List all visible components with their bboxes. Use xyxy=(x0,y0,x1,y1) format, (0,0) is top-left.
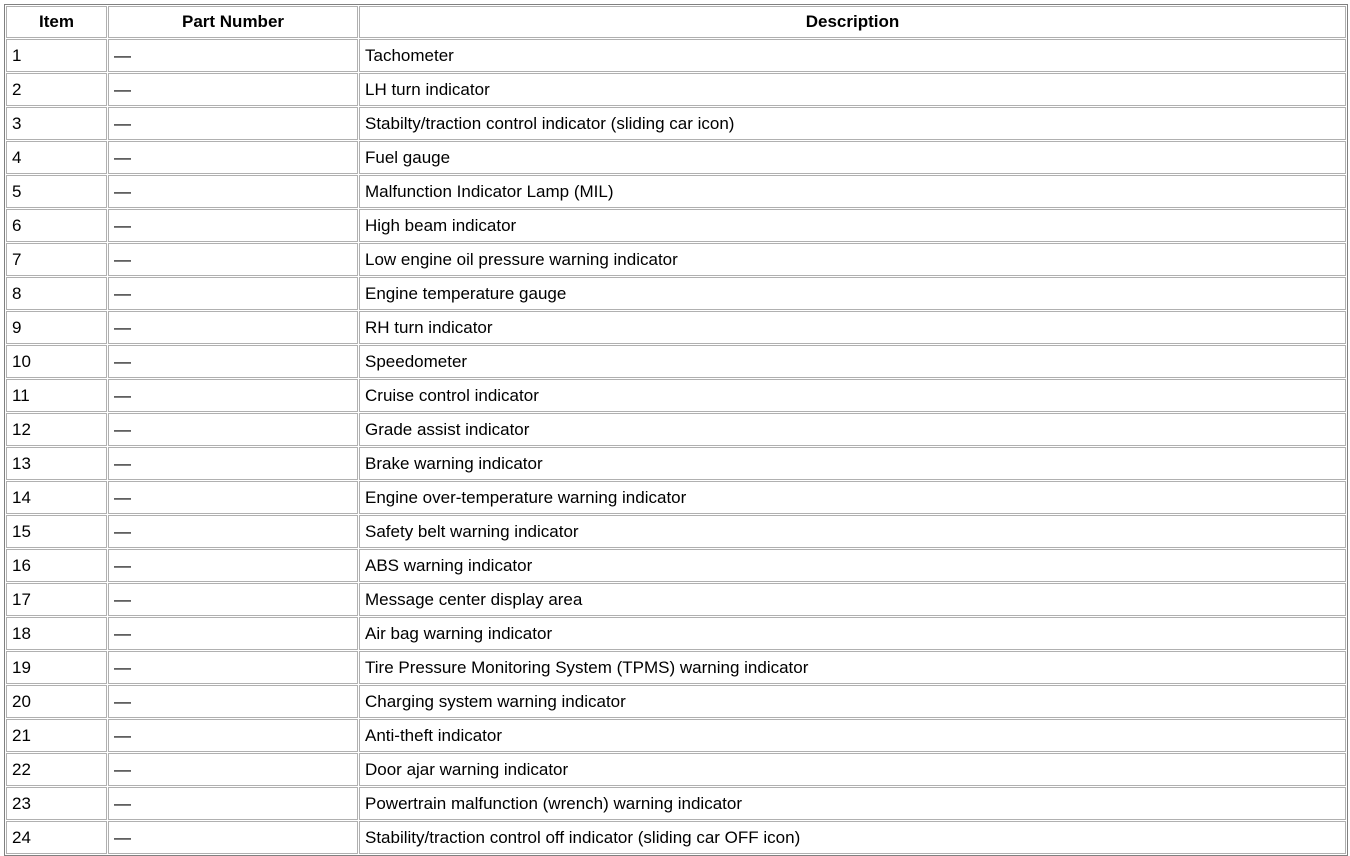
table-row xyxy=(6,821,1346,854)
description-cell: Stability/traction control off indicator (sliding car OFF icon) xyxy=(359,821,1346,854)
table-row xyxy=(6,209,1346,242)
part-number-cell: — xyxy=(108,141,358,174)
description-cell: Safety belt warning indicator xyxy=(359,515,1346,548)
description-cell: Tachometer xyxy=(359,39,1346,72)
item-cell: 17 xyxy=(6,583,107,616)
description-cell: Cruise control indicator xyxy=(359,379,1346,412)
item-cell: 20 xyxy=(6,685,107,718)
item-cell: 19 xyxy=(6,651,107,684)
description-cell: Anti-theft indicator xyxy=(359,719,1346,752)
part-number-cell: — xyxy=(108,413,358,446)
item-cell: 8 xyxy=(6,277,107,310)
part-number-cell: — xyxy=(108,719,358,752)
description-cell: Tire Pressure Monitoring System (TPMS) warning indicator xyxy=(359,651,1346,684)
description-cell: Stabilty/traction control indicator (sliding car icon) xyxy=(359,107,1346,140)
header-description: Description xyxy=(359,6,1346,38)
item-cell: 3 xyxy=(6,107,107,140)
part-number-cell: — xyxy=(108,311,358,344)
part-number-cell: — xyxy=(108,447,358,480)
description-cell: Fuel gauge xyxy=(359,141,1346,174)
part-number-cell: — xyxy=(108,175,358,208)
description-cell: Speedometer xyxy=(359,345,1346,378)
part-number-cell: — xyxy=(108,821,358,854)
part-number-cell: — xyxy=(108,753,358,786)
description-cell: RH turn indicator xyxy=(359,311,1346,344)
table-row xyxy=(6,277,1346,310)
table-row xyxy=(6,141,1346,174)
part-number-cell: — xyxy=(108,617,358,650)
description-cell: Engine temperature gauge xyxy=(359,277,1346,310)
item-cell: 24 xyxy=(6,821,107,854)
description-cell: Grade assist indicator xyxy=(359,413,1346,446)
parts-table xyxy=(4,4,1348,856)
item-cell: 13 xyxy=(6,447,107,480)
item-cell: 18 xyxy=(6,617,107,650)
part-number-cell: — xyxy=(108,209,358,242)
table-row xyxy=(6,719,1346,752)
item-cell: 14 xyxy=(6,481,107,514)
header-item: Item xyxy=(6,6,107,38)
part-number-cell: — xyxy=(108,685,358,718)
part-number-cell: — xyxy=(108,515,358,548)
table-row xyxy=(6,617,1346,650)
item-cell: 21 xyxy=(6,719,107,752)
table-row xyxy=(6,685,1346,718)
description-cell: Door ajar warning indicator xyxy=(359,753,1346,786)
item-cell: 5 xyxy=(6,175,107,208)
description-cell: Brake warning indicator xyxy=(359,447,1346,480)
description-cell: Charging system warning indicator xyxy=(359,685,1346,718)
header-row xyxy=(6,6,1346,38)
item-cell: 23 xyxy=(6,787,107,820)
description-cell: Air bag warning indicator xyxy=(359,617,1346,650)
description-cell: LH turn indicator xyxy=(359,73,1346,106)
item-cell: 9 xyxy=(6,311,107,344)
item-cell: 22 xyxy=(6,753,107,786)
part-number-cell: — xyxy=(108,651,358,684)
item-cell: 10 xyxy=(6,345,107,378)
part-number-cell: — xyxy=(108,73,358,106)
table-row xyxy=(6,73,1346,106)
part-number-cell: — xyxy=(108,379,358,412)
item-cell: 2 xyxy=(6,73,107,106)
part-number-cell: — xyxy=(108,107,358,140)
table-row xyxy=(6,651,1346,684)
part-number-cell: — xyxy=(108,39,358,72)
table-header xyxy=(6,6,1346,38)
part-number-cell: — xyxy=(108,583,358,616)
part-number-cell: — xyxy=(108,277,358,310)
table-row xyxy=(6,515,1346,548)
table-row xyxy=(6,107,1346,140)
description-cell: Message center display area xyxy=(359,583,1346,616)
table-row xyxy=(6,481,1346,514)
table-row xyxy=(6,583,1346,616)
item-cell: 12 xyxy=(6,413,107,446)
table-row xyxy=(6,753,1346,786)
description-cell: ABS warning indicator xyxy=(359,549,1346,582)
table-row xyxy=(6,787,1346,820)
table-row xyxy=(6,243,1346,276)
item-cell: 4 xyxy=(6,141,107,174)
table-row xyxy=(6,413,1346,446)
part-number-cell: — xyxy=(108,481,358,514)
table-row xyxy=(6,345,1346,378)
part-number-cell: — xyxy=(108,243,358,276)
description-cell: Malfunction Indicator Lamp (MIL) xyxy=(359,175,1346,208)
table-row xyxy=(6,39,1346,72)
description-cell: High beam indicator xyxy=(359,209,1346,242)
description-cell: Powertrain malfunction (wrench) warning indicator xyxy=(359,787,1346,820)
item-cell: 11 xyxy=(6,379,107,412)
table-row xyxy=(6,549,1346,582)
part-number-cell: — xyxy=(108,345,358,378)
table-row xyxy=(6,175,1346,208)
item-cell: 16 xyxy=(6,549,107,582)
description-cell: Low engine oil pressure warning indicator xyxy=(359,243,1346,276)
table-row xyxy=(6,447,1346,480)
part-number-cell: — xyxy=(108,549,358,582)
item-cell: 7 xyxy=(6,243,107,276)
table-body xyxy=(6,39,1346,854)
table-row xyxy=(6,379,1346,412)
item-cell: 15 xyxy=(6,515,107,548)
description-cell: Engine over-temperature warning indicator xyxy=(359,481,1346,514)
item-cell: 6 xyxy=(6,209,107,242)
part-number-cell: — xyxy=(108,787,358,820)
item-cell: 1 xyxy=(6,39,107,72)
table-row xyxy=(6,311,1346,344)
header-part-number: Part Number xyxy=(108,6,358,38)
